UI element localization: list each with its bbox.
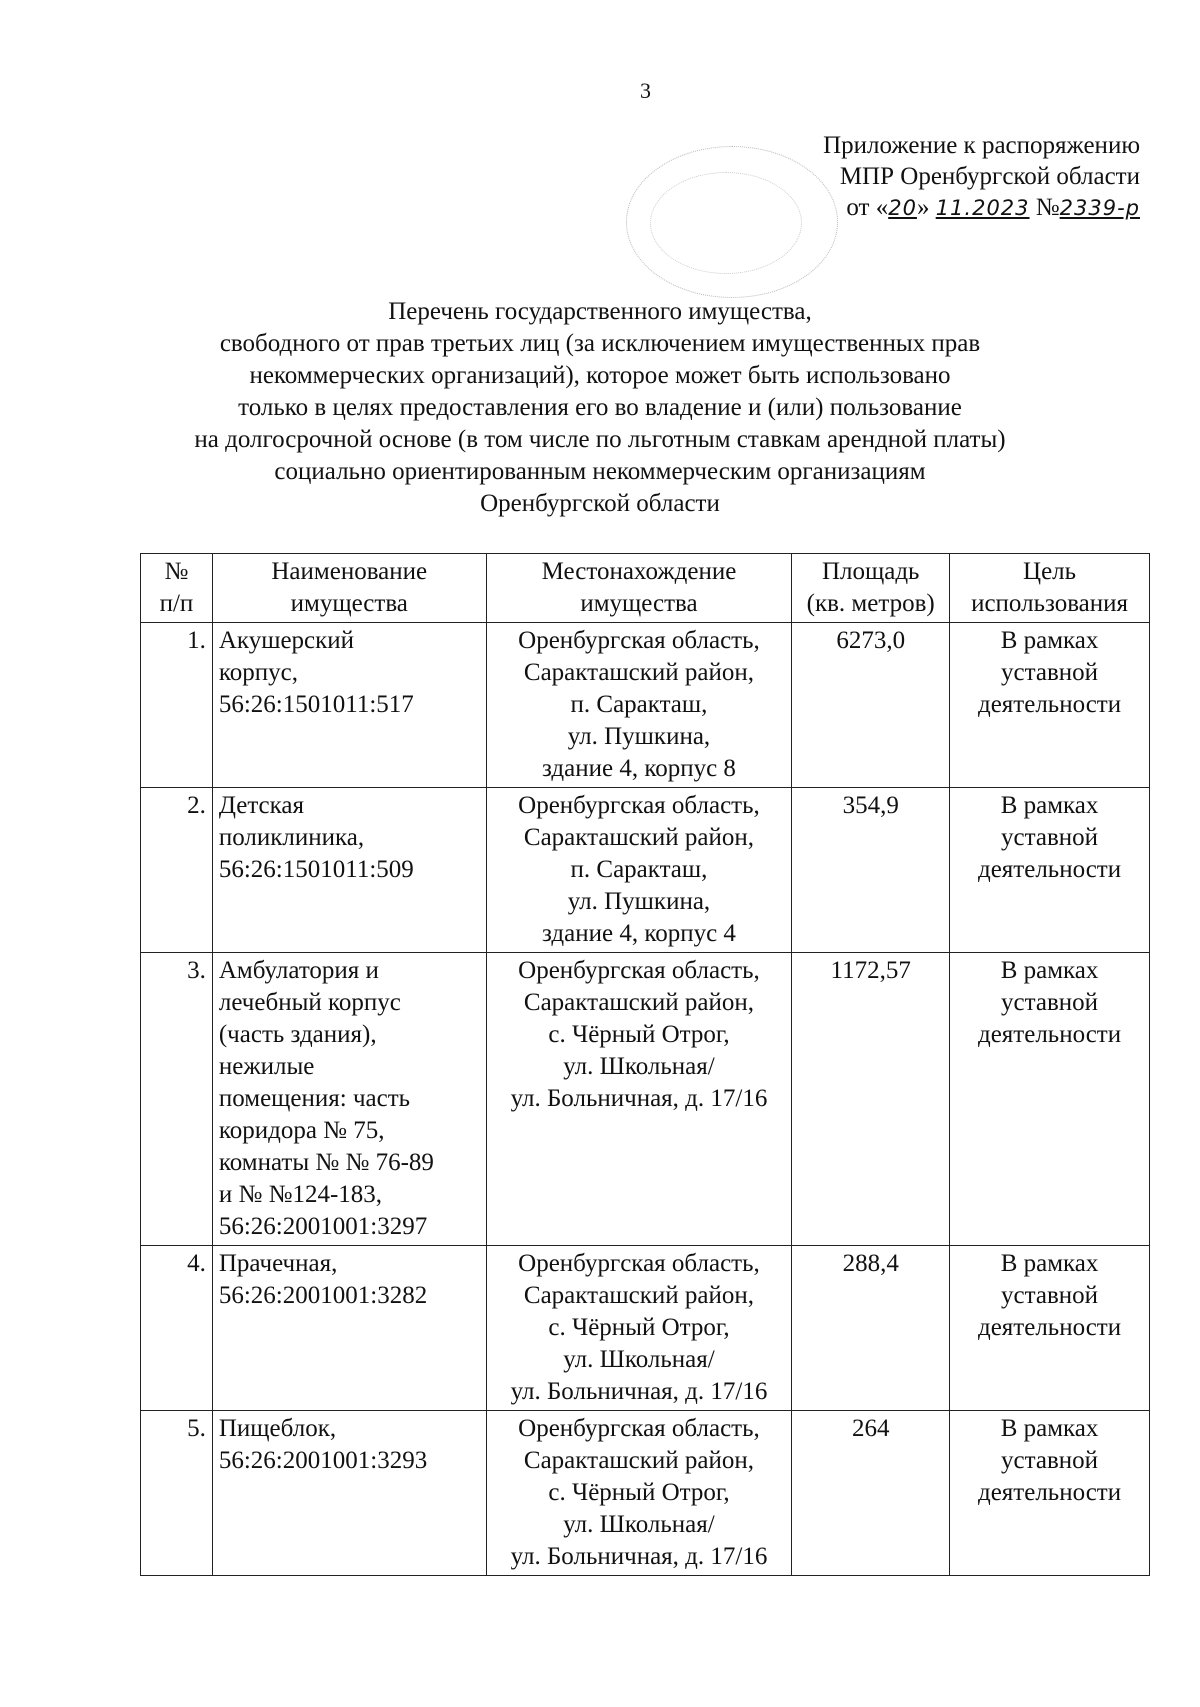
date-prefix: от « bbox=[846, 194, 889, 221]
table-row bbox=[141, 953, 1150, 1246]
date-mid: » bbox=[916, 194, 930, 221]
title-line: Оренбургской области bbox=[480, 490, 720, 517]
title-line: свободного от прав третьих лиц (за исключением имущественных прав bbox=[219, 330, 981, 357]
cell-area: 264 bbox=[792, 1411, 950, 1576]
cell-location bbox=[486, 788, 792, 953]
cell-line: В рамках bbox=[1000, 627, 1099, 654]
cell-line: деятельности bbox=[977, 691, 1122, 718]
cell-line: Саракташский район, bbox=[523, 989, 755, 1016]
cell-num: 4. bbox=[141, 1246, 213, 1411]
cell-line: Саракташский район, bbox=[523, 824, 755, 851]
cell-line: деятельности bbox=[977, 1314, 1122, 1341]
header-location bbox=[486, 554, 792, 623]
cell-line: с. Чёрный Отрог, bbox=[548, 1314, 730, 1341]
cell-name bbox=[212, 788, 486, 953]
property-table bbox=[140, 553, 1150, 1576]
cell-line: Амбулатория и bbox=[218, 957, 379, 984]
cell-line: п. Саракташ, bbox=[570, 691, 708, 718]
cell-line: корпус, bbox=[218, 659, 298, 686]
cell-line: деятельности bbox=[977, 856, 1122, 883]
cell-area: 1172,57 bbox=[792, 953, 950, 1246]
cell-line: (часть здания), bbox=[218, 1021, 377, 1048]
cell-name bbox=[212, 953, 486, 1246]
number-sign: № bbox=[1035, 194, 1060, 221]
cell-area: 354,9 bbox=[792, 788, 950, 953]
cell-line: Оренбургская область, bbox=[518, 1415, 760, 1442]
cell-line: деятельности bbox=[977, 1479, 1122, 1506]
cell-location bbox=[486, 1246, 792, 1411]
table-row bbox=[141, 1411, 1150, 1576]
title-line: социально ориентированным некоммерческим организациям bbox=[274, 458, 926, 485]
appendix-block bbox=[760, 130, 1140, 224]
cell-line: нежилые bbox=[218, 1053, 315, 1080]
header-purpose bbox=[950, 554, 1150, 623]
cell-line: п. Саракташ, bbox=[570, 856, 708, 883]
cell-line: Пищеблок, bbox=[218, 1415, 337, 1442]
cell-line: лечебный корпус bbox=[218, 989, 401, 1016]
cell-line: комнаты № № 76-89 bbox=[218, 1149, 434, 1176]
cell-purpose bbox=[950, 1246, 1150, 1411]
cell-line: ул. Школьная/ bbox=[563, 1346, 715, 1373]
cell-line: Оренбургская область, bbox=[518, 1250, 760, 1277]
header-text: использования bbox=[971, 590, 1129, 617]
title-line: только в целях предоставления его во владение и (или) пользование bbox=[238, 394, 962, 421]
header-text: Площадь bbox=[821, 558, 920, 585]
date-month-year: 11.2023 bbox=[935, 196, 1030, 220]
cell-line: 56:26:1501011:509 bbox=[218, 856, 414, 883]
table-row bbox=[141, 623, 1150, 788]
cell-purpose bbox=[950, 788, 1150, 953]
cell-line: уставной bbox=[1001, 1282, 1099, 1309]
cell-line: 56:26:1501011:517 bbox=[218, 691, 414, 718]
header-name bbox=[212, 554, 486, 623]
cell-line: здание 4, корпус 4 bbox=[541, 920, 736, 947]
cell-line: уставной bbox=[1001, 824, 1099, 851]
cell-purpose bbox=[950, 1411, 1150, 1576]
order-number: 2339-р bbox=[1059, 196, 1140, 220]
header-num bbox=[141, 554, 213, 623]
cell-line: Оренбургская область, bbox=[518, 957, 760, 984]
cell-line: и № №124-183, bbox=[218, 1181, 383, 1208]
date-day: 20 bbox=[888, 196, 917, 220]
cell-name bbox=[212, 1246, 486, 1411]
header-text: (кв. метров) bbox=[806, 590, 935, 617]
cell-purpose bbox=[950, 623, 1150, 788]
cell-line: В рамках bbox=[1000, 957, 1099, 984]
cell-line: Акушерский bbox=[218, 627, 355, 654]
cell-area: 6273,0 bbox=[792, 623, 950, 788]
cell-line: 56:26:2001001:3293 bbox=[218, 1447, 428, 1474]
cell-line: Детская bbox=[218, 792, 305, 819]
header-text: Местонахождение bbox=[541, 558, 737, 585]
cell-line: ул. Больничная, д. 17/16 bbox=[510, 1543, 768, 1570]
header-text: имущества bbox=[580, 590, 698, 617]
cell-line: ул. Больничная, д. 17/16 bbox=[510, 1085, 768, 1112]
cell-line: коридора № 75, bbox=[218, 1117, 385, 1144]
cell-line: здание 4, корпус 8 bbox=[541, 755, 736, 782]
header-text: Цель bbox=[1023, 558, 1077, 585]
title-line: Перечень государственного имущества, bbox=[388, 298, 812, 325]
cell-num: 2. bbox=[141, 788, 213, 953]
cell-line: В рамках bbox=[1000, 1250, 1099, 1277]
appendix-date-line bbox=[760, 192, 1140, 224]
cell-location bbox=[486, 1411, 792, 1576]
cell-line: помещения: часть bbox=[218, 1085, 411, 1112]
cell-line: поликлиника, bbox=[218, 824, 365, 851]
header-text: имущества bbox=[290, 590, 408, 617]
cell-num: 5. bbox=[141, 1411, 213, 1576]
appendix-line-2: МПР Оренбургской области bbox=[839, 163, 1140, 190]
table-row bbox=[141, 788, 1150, 953]
table-header-row bbox=[141, 554, 1150, 623]
appendix-line-1: Приложение к распоряжению bbox=[823, 132, 1140, 159]
cell-line: ул. Больничная, д. 17/16 bbox=[510, 1378, 768, 1405]
table-row bbox=[141, 1246, 1150, 1411]
header-area bbox=[792, 554, 950, 623]
cell-line: уставной bbox=[1001, 659, 1099, 686]
cell-line: Прачечная, bbox=[218, 1250, 338, 1277]
cell-num: 3. bbox=[141, 953, 213, 1246]
cell-line: уставной bbox=[1001, 989, 1099, 1016]
cell-line: Оренбургская область, bbox=[518, 627, 760, 654]
cell-purpose bbox=[950, 953, 1150, 1246]
cell-num: 1. bbox=[141, 623, 213, 788]
page-number: 3 bbox=[640, 78, 651, 103]
cell-line: Оренбургская область, bbox=[518, 792, 760, 819]
cell-line: Саракташский район, bbox=[523, 1282, 755, 1309]
title-line: на долгосрочной основе (в том числе по льготным ставкам арендной платы) bbox=[194, 426, 1006, 453]
cell-line: 56:26:2001001:3282 bbox=[218, 1282, 428, 1309]
cell-name bbox=[212, 623, 486, 788]
cell-line: В рамках bbox=[1000, 1415, 1099, 1442]
document-title bbox=[150, 296, 1050, 520]
cell-line: уставной bbox=[1001, 1447, 1099, 1474]
header-text: № bbox=[164, 558, 189, 585]
cell-line: ул. Пушкина, bbox=[567, 723, 711, 750]
cell-line: с. Чёрный Отрог, bbox=[548, 1021, 730, 1048]
cell-line: 56:26:2001001:3297 bbox=[218, 1213, 428, 1240]
cell-location bbox=[486, 623, 792, 788]
cell-line: ул. Пушкина, bbox=[567, 888, 711, 915]
cell-line: деятельности bbox=[977, 1021, 1122, 1048]
header-text: п/п bbox=[159, 590, 194, 617]
header-text: Наименование bbox=[271, 558, 428, 585]
cell-line: В рамках bbox=[1000, 792, 1099, 819]
cell-line: ул. Школьная/ bbox=[563, 1511, 715, 1538]
cell-line: с. Чёрный Отрог, bbox=[548, 1479, 730, 1506]
cell-area: 288,4 bbox=[792, 1246, 950, 1411]
cell-name bbox=[212, 1411, 486, 1576]
cell-location bbox=[486, 953, 792, 1246]
cell-line: ул. Школьная/ bbox=[563, 1053, 715, 1080]
title-line: некоммерческих организаций), которое может быть использовано bbox=[249, 362, 951, 389]
cell-line: Саракташский район, bbox=[523, 1447, 755, 1474]
cell-line: Саракташский район, bbox=[523, 659, 755, 686]
